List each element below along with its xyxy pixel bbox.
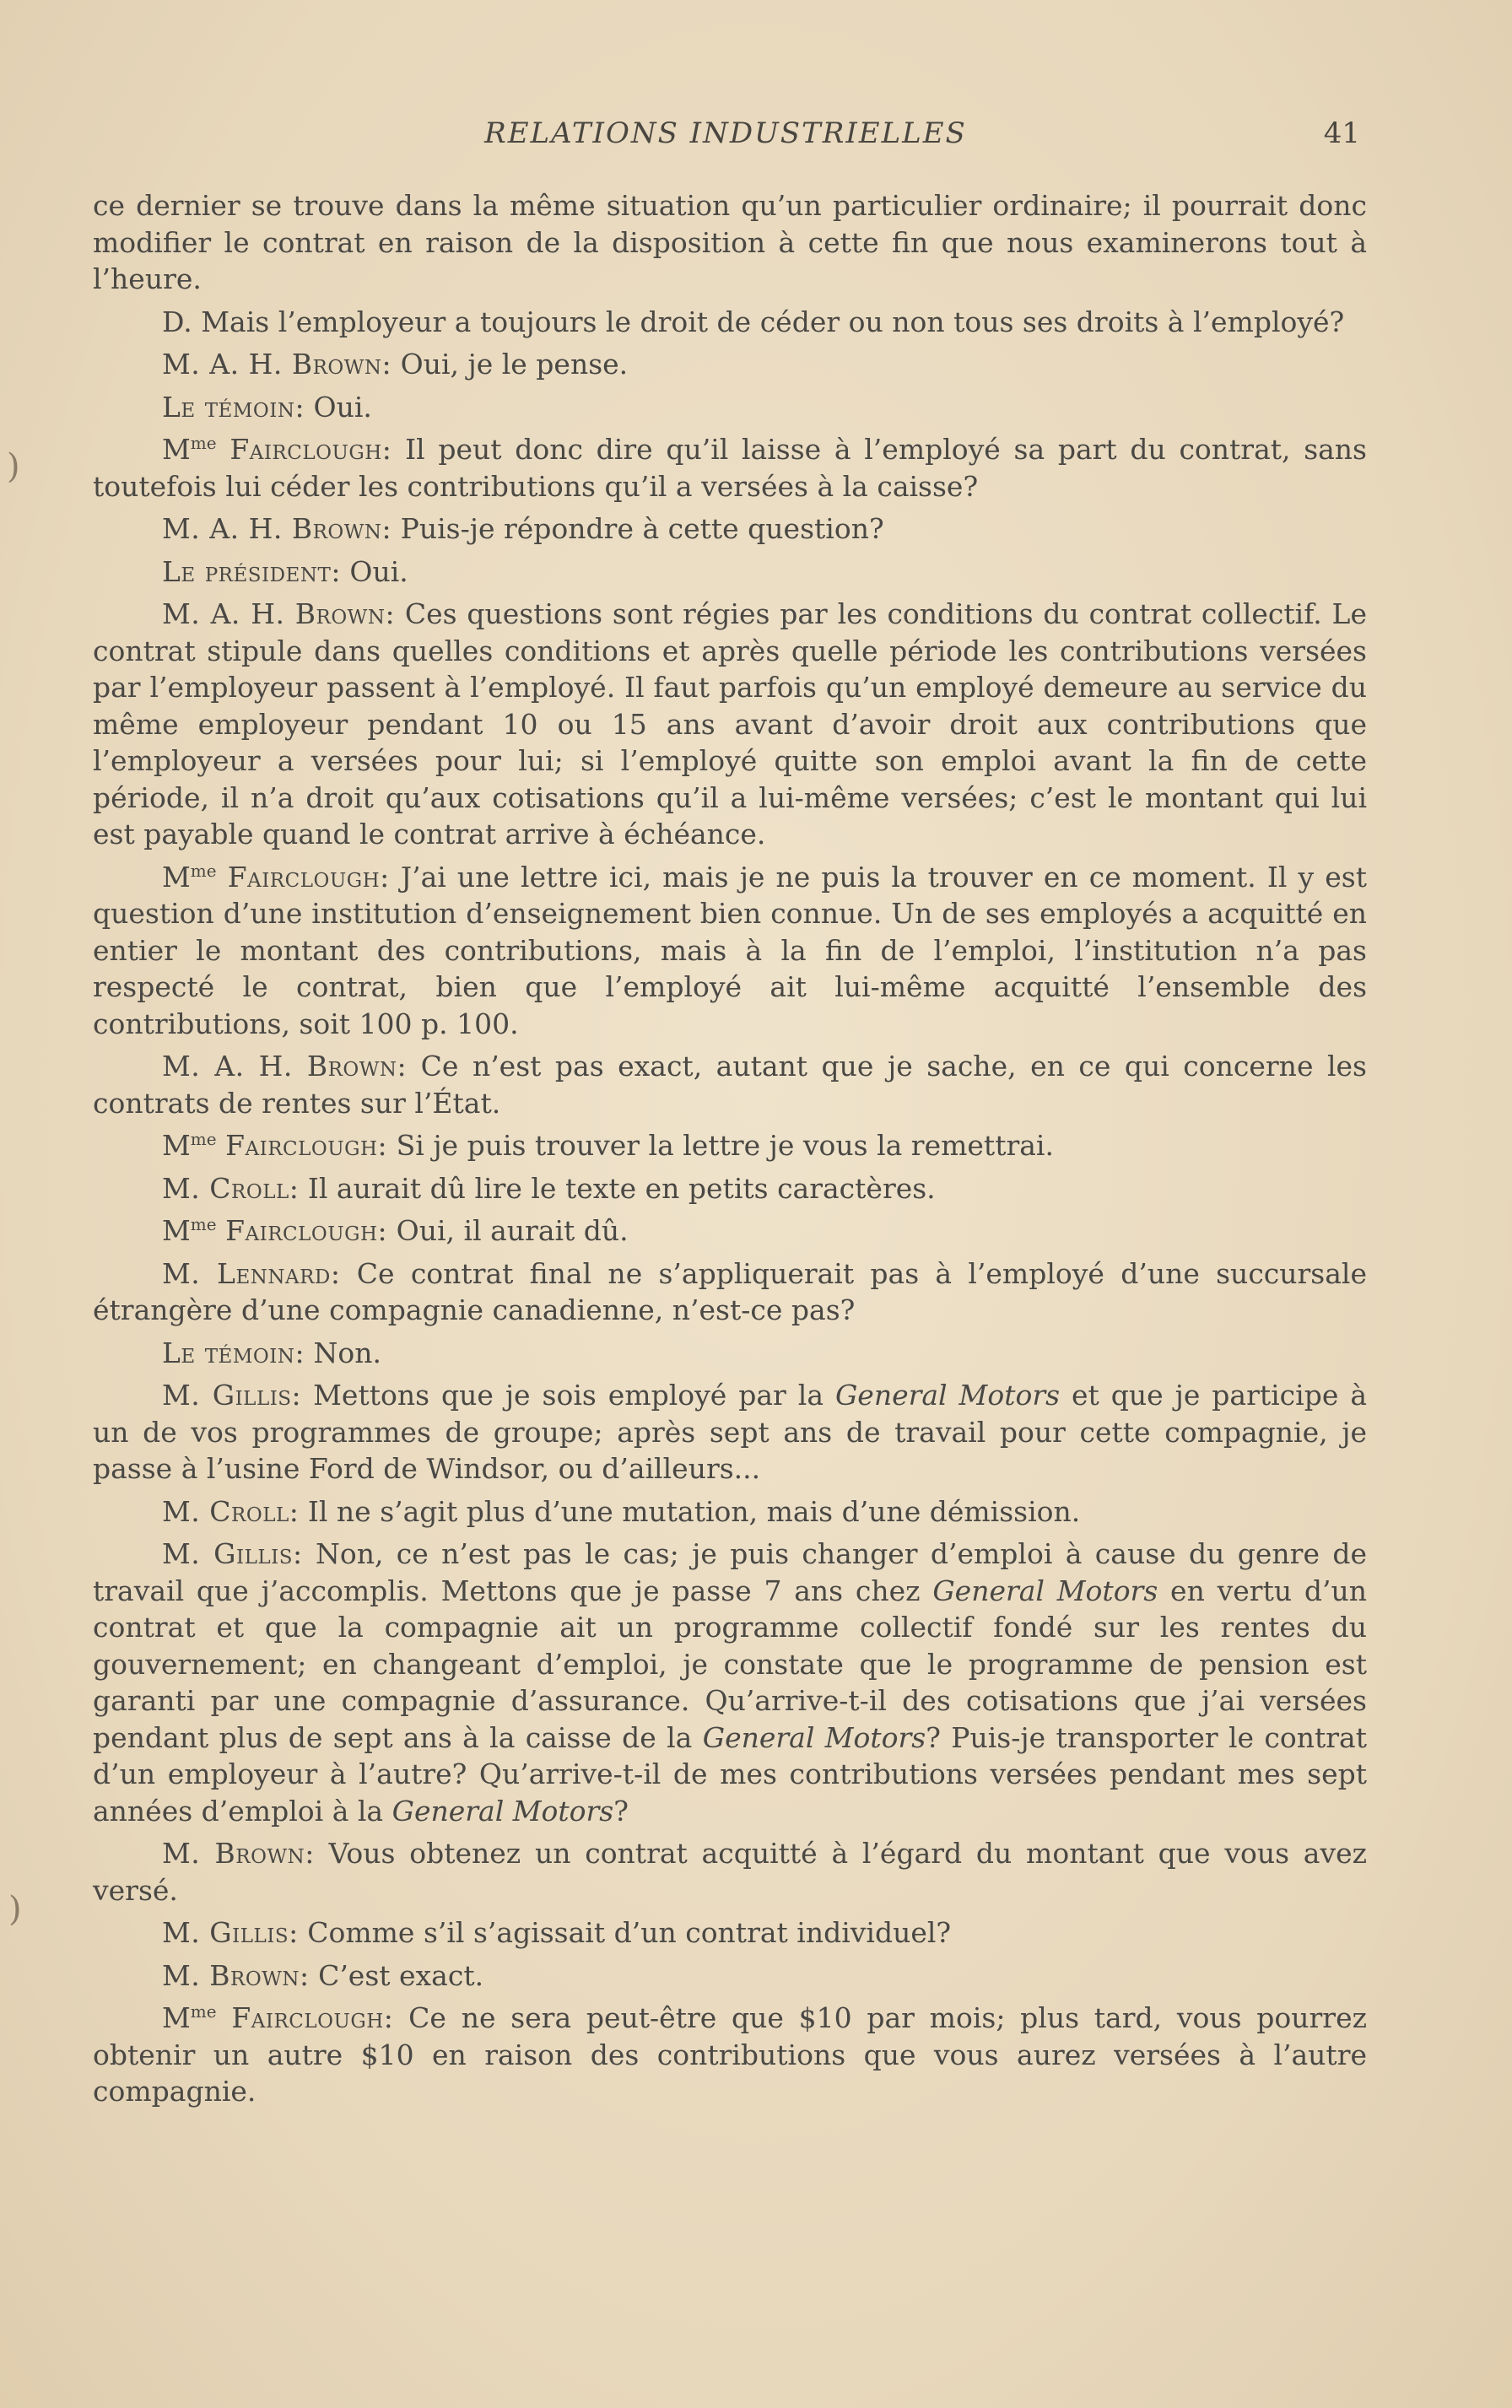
paragraph-text: Il ne s’agit plus d’une mutation, mais d’une démission. — [299, 1494, 1081, 1528]
italic-text: General Motors — [834, 1379, 1061, 1412]
speaker-name: Fairclough: — [225, 1129, 388, 1162]
paragraph — [93, 1536, 1367, 1829]
speaker-name: Fairclough: — [231, 2001, 394, 2034]
paragraph — [93, 859, 1367, 1043]
speaker-name: M. A. H. Brown: — [162, 597, 396, 630]
body-text — [93, 187, 1367, 2116]
speaker-name: Le président: — [162, 554, 341, 588]
speaker-name: M. Brown: — [162, 1837, 315, 1870]
paragraph-text: D. Mais l’employeur a toujours le droit de céder ou non tous ses droits à l’employé? — [162, 305, 1345, 338]
honorific: $M^{me}$ — [162, 433, 217, 466]
paragraph-text: Oui, je le pense. — [392, 348, 629, 381]
speaker-name: M. Gillis: — [162, 1916, 299, 1949]
speaker-name: Le témoin: — [162, 1336, 305, 1369]
speaker-name: M. Lennard: — [162, 1256, 341, 1290]
paragraph-text: Ce ne sera peut-être que $10 par mois; plus tard, vous pourrez obtenir un autre $10 en raison des contributions que vous aurez versées à l’autre compagnie. — [93, 2001, 1367, 2108]
paragraph-text: Mettons que je sois employé par la — [301, 1379, 835, 1412]
paragraph — [93, 2000, 1367, 2110]
paragraph — [93, 1335, 1367, 1372]
page-header — [91, 116, 1360, 157]
honorific: $M^{me}$ — [162, 860, 217, 894]
paragraph — [93, 1914, 1367, 1952]
speaker-name: M. A. H. Brown: — [162, 512, 392, 545]
speaker-name: Le témoin: — [162, 390, 305, 424]
paragraph — [93, 304, 1367, 341]
margin-mark: ) — [8, 1890, 22, 1929]
page-number: 41 — [1323, 116, 1360, 150]
margin-mark: ) — [7, 447, 20, 486]
paragraph — [93, 553, 1367, 591]
running-title: RELATIONS INDUSTRIELLES — [484, 116, 967, 150]
paragraph — [93, 1255, 1367, 1329]
paragraph — [93, 431, 1367, 505]
paragraph-text: Si je puis trouver la lettre je vous la remettrai. — [387, 1129, 1054, 1162]
paragraph — [93, 1377, 1367, 1487]
speaker-name: M. Gillis: — [162, 1537, 303, 1570]
paragraph-text: et que je participe à un de vos programmes de groupe; après sept ans de travail pour cette compagnie, je passe à l’usine Ford de Windsor, ou d’ailleurs... — [93, 1379, 1367, 1485]
speaker-name: Fairclough: — [230, 433, 392, 466]
paragraph-text: C’est exact. — [309, 1958, 484, 1992]
paragraph-text: ? — [613, 1794, 629, 1828]
paragraph-text: Non, ce n’est pas le cas; je puis changer d’emploi à cause du genre de travail que j’accomplis. Mettons que je passe 7 ans chez — [93, 1537, 1367, 1607]
paragraph-text: ? Puis-je transporter le contrat d’un employeur à l’autre? Qu’arrive-t-il de mes contributions versées pendant mes sept années d’emploi à la — [93, 1720, 1367, 1828]
paragraph-text: Vous obtenez un contrat acquitté à l’égard du montant que vous avez versé. — [93, 1837, 1368, 1907]
paragraph — [93, 389, 1367, 426]
paragraph-text: Oui, il aurait dû. — [387, 1214, 629, 1247]
paragraph-text: Ce contrat final ne s’appliquerait pas à l’employé d’une succursale étrangère d’une compagnie canadienne, n’est-ce pas? — [93, 1256, 1367, 1326]
honorific: $M^{me}$ — [162, 1214, 217, 1247]
paragraph-text: Ce n’est pas exact, autant que je sache, en ce qui concerne les contrats de rentes sur l’État. — [93, 1050, 1367, 1120]
paragraph-text: Il aurait dû lire le texte en petits caractères. — [299, 1171, 936, 1205]
paragraph-text: Oui. — [340, 554, 408, 588]
paragraph-text: en vertu d’un contrat et que la compagnie ait un programme collectif fondé sur les rentes du gouvernement; en changeant d’emploi, je constate que le programme de pension est garanti par une compagnie d’assurance. Qu’arrive-t-il des cotisations que j’ai versées pendant plus de sept ans à la caisse de la — [93, 1574, 1367, 1754]
honorific: $M^{me}$ — [162, 1129, 217, 1162]
speaker-name: M. Gillis: — [162, 1379, 302, 1412]
paragraph — [93, 346, 1367, 383]
honorific: $M^{me}$ — [162, 2001, 217, 2034]
italic-text: General Motors — [392, 1794, 614, 1828]
speaker-name: M. Brown: — [162, 1958, 310, 1992]
paragraph-text: Ces questions sont régies par les conditions du contrat collectif. Le contrat stipule dans quelles conditions et après quelle période les contributions versées par l’employeur passent à l’employé. Il faut parfois qu’un employé demeure au service du même employeur pendant 10 ou 15 ans avant d’avoir droit aux contributions que l’employeur a versées pour lui; si l’employé quitte son emploi avant la fin de cette période, il n’a droit qu’aux cotisations qu’il a lui-même versées; c’est le montant qui lui est payable quand le contrat arrive à échéance. — [93, 597, 1367, 850]
speaker-name: M. A. H. Brown: — [162, 348, 392, 381]
paragraph — [93, 187, 1367, 298]
paragraph-text: J’ai une lettre ici, mais je ne puis la trouver en ce moment. Il y est question d’une institution d’enseignement bien connue. Un de ses employés a acquitté en entier le montant des contributions, mais à la fin de l’emploi, l’institution n’a pas respecté le contrat, bien que l’employé ait lui-même acquitté l’ensemble des contributions, soit 100 p. 100. — [93, 860, 1367, 1040]
paragraph-text: Non. — [305, 1336, 382, 1369]
paragraph — [93, 1493, 1367, 1531]
speaker-name: M. A. H. Brown: — [162, 1050, 408, 1083]
paragraph-text: Puis-je répondre à cette question? — [392, 512, 884, 545]
paragraph — [93, 1212, 1367, 1250]
paragraph-text: Il peut donc dire qu’il laisse à l’employé sa part du contrat, sans toutefois lui céder les contributions qu’il a versées à la caisse? — [93, 433, 1367, 503]
paragraph-text: ce dernier se trouve dans la même situation qu’un particulier ordinaire; il pourrait donc modifier le contrat en raison de la disposition à cette fin que nous examinerons tout à l’heure. — [93, 189, 1367, 295]
speaker-name: Fairclough: — [227, 860, 390, 894]
paragraph — [93, 510, 1367, 548]
paragraph-text: Comme s’il s’agissait d’un contrat individuel? — [298, 1916, 952, 1949]
speaker-name: Fairclough: — [225, 1214, 388, 1247]
italic-text: General Motors — [702, 1720, 926, 1754]
paragraph — [93, 1127, 1367, 1164]
paragraph — [93, 1957, 1367, 1995]
paragraph-text: Oui. — [305, 390, 372, 424]
paragraph — [93, 1835, 1367, 1909]
paragraph — [93, 1048, 1367, 1121]
paragraph — [93, 1170, 1367, 1207]
speaker-name: M. Croll: — [162, 1494, 300, 1528]
italic-text: General Motors — [932, 1574, 1158, 1607]
paragraph — [93, 596, 1367, 853]
speaker-name: M. Croll: — [162, 1171, 300, 1205]
